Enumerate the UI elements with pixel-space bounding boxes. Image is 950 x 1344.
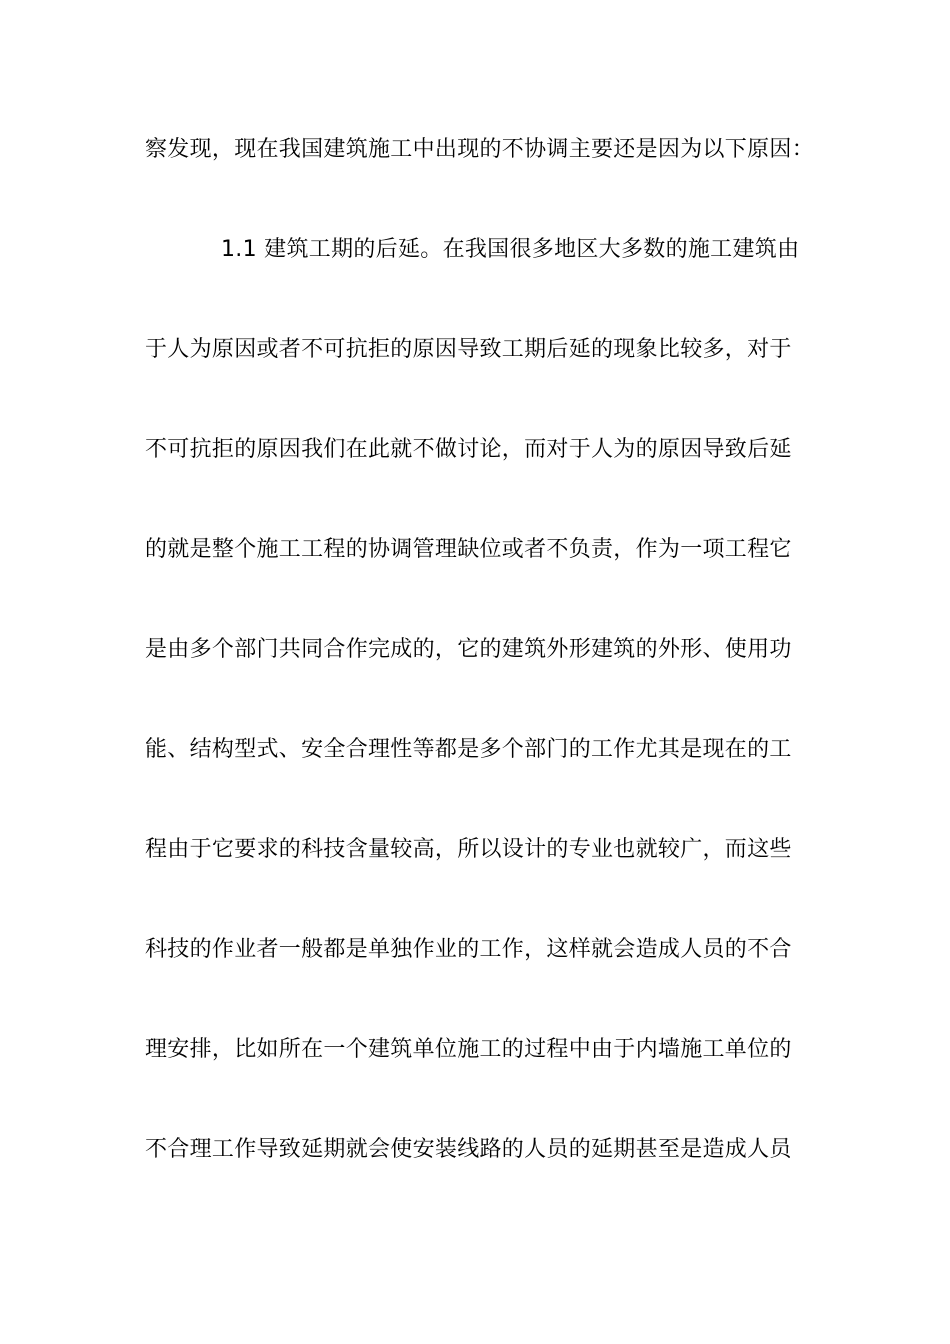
text-line-1: 察发现，现在我国建筑施工中出现的不协调主要还是因为以下原因：	[145, 137, 815, 162]
text-line-6: 是由多个部门共同合作完成的，它的建筑外形建筑的外形、使用功	[145, 637, 792, 662]
text-line-2-section-heading: 1.1 建筑工期的后延。在我国很多地区大多数的施工建筑由	[221, 237, 800, 262]
text-line-8: 程由于它要求的科技含量较高，所以设计的专业也就较广，而这些	[145, 837, 792, 862]
text-line-7: 能、结构型式、安全合理性等都是多个部门的工作尤其是现在的工	[145, 737, 792, 762]
text-line-5: 的就是整个施工工程的协调管理缺位或者不负责，作为一项工程它	[145, 537, 792, 562]
text-line-9: 科技的作业者一般都是单独作业的工作，这样就会造成人员的不合	[145, 937, 792, 962]
text-line-4: 不可抗拒的原因我们在此就不做讨论，而对于人为的原因导致后延	[145, 437, 792, 462]
text-line-10: 理安排，比如所在一个建筑单位施工的过程中由于内墙施工单位的	[145, 1037, 792, 1062]
text-line-3: 于人为原因或者不可抗拒的原因导致工期后延的现象比较多，对于	[145, 337, 792, 362]
text-line-11: 不合理工作导致延期就会使安装线路的人员的延期甚至是造成人员	[145, 1137, 792, 1162]
